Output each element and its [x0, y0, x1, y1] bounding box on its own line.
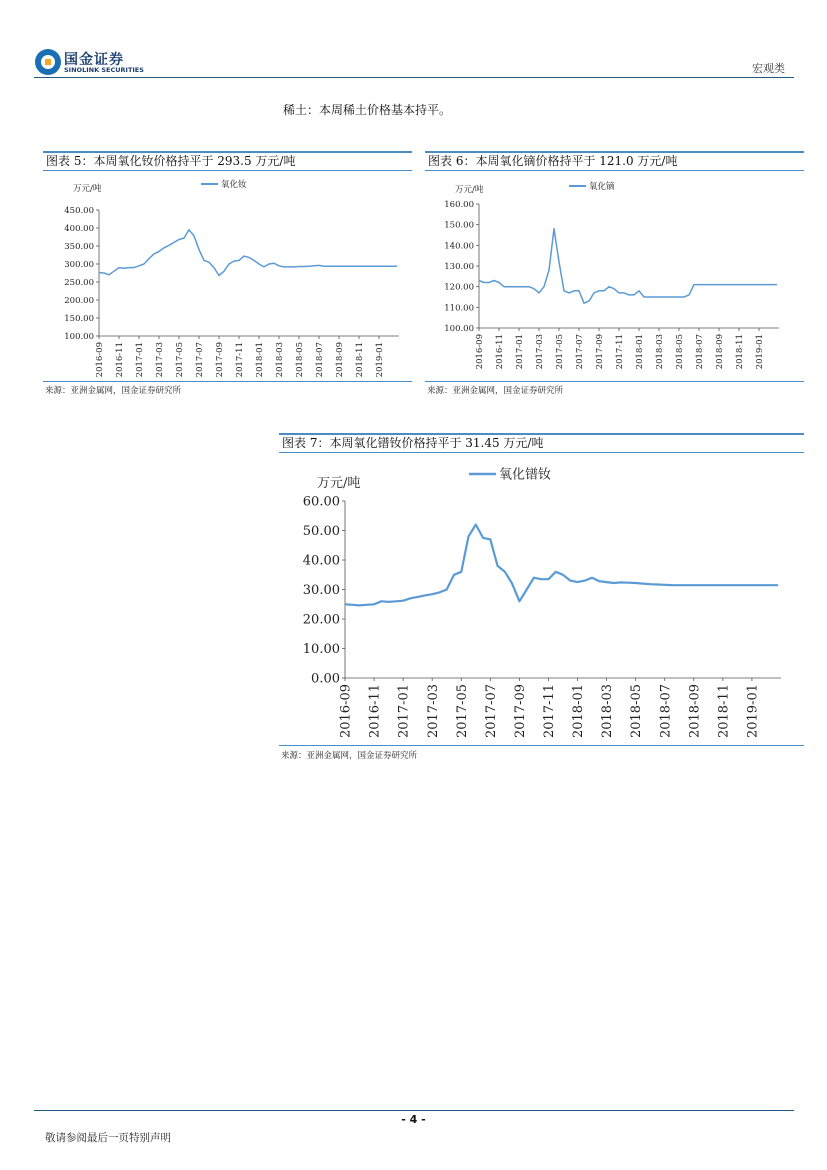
- y-tick-label: 150.00: [444, 220, 474, 231]
- x-tick-label: 2017-03: [534, 334, 545, 370]
- x-tick-label: 2017-09: [214, 342, 225, 378]
- y-tick-label: 450.00: [64, 205, 94, 216]
- y-tick-label: 200.00: [64, 295, 94, 306]
- series-line: [345, 525, 778, 606]
- x-tick-label: 2018-01: [634, 334, 645, 370]
- x-tick-label: 2016-09: [94, 342, 105, 378]
- x-tick-label: 2017-05: [454, 684, 470, 739]
- y-tick-label: 10.00: [302, 642, 340, 658]
- x-tick-label: 2018-09: [687, 684, 703, 739]
- x-tick-label: 2016-11: [114, 342, 125, 378]
- chart-5-source-divider: [43, 381, 412, 382]
- y-tick-label: 30.00: [302, 583, 340, 599]
- x-tick-label: 2017-01: [396, 684, 412, 739]
- y-axis-unit-label: 万元/吨: [73, 184, 102, 194]
- company-logo-icon: [34, 48, 62, 76]
- x-tick-label: 2018-11: [734, 334, 745, 370]
- x-tick-label: 2017-05: [174, 342, 185, 378]
- y-tick-label: 100.00: [444, 323, 474, 334]
- y-tick-label: 100.00: [64, 331, 94, 342]
- x-tick-label: 2017-11: [234, 342, 245, 378]
- legend-label: 氧化镨钕: [499, 467, 552, 483]
- x-tick-label: 2018-11: [354, 342, 365, 378]
- y-tick-label: 40.00: [302, 553, 340, 569]
- x-tick-label: 2017-07: [194, 342, 205, 378]
- x-tick-label: 2018-03: [600, 684, 616, 739]
- chart-5-source: 来源：亚洲金属网，国金证券研究所: [45, 386, 182, 396]
- x-tick-label: 2016-09: [338, 684, 354, 739]
- x-tick-label: 2017-01: [514, 334, 525, 370]
- x-tick-label: 2016-11: [367, 684, 383, 739]
- y-tick-label: 60.00: [302, 494, 340, 510]
- x-tick-label: 2017-03: [154, 342, 165, 378]
- x-tick-label: 2017-11: [614, 334, 625, 370]
- series-line: [99, 230, 397, 276]
- legend-label: 氧化钕: [221, 179, 247, 190]
- x-tick-label: 2017-07: [574, 334, 585, 370]
- page-number: - 4 -: [401, 1113, 426, 1126]
- x-tick-label: 2018-05: [629, 684, 645, 739]
- x-tick-label: 2018-09: [334, 342, 345, 378]
- footer-divider: [34, 1110, 794, 1111]
- y-tick-label: 250.00: [64, 277, 94, 288]
- y-tick-label: 0.00: [311, 671, 340, 687]
- chart-5-neodymium-oxide: [43, 172, 413, 380]
- y-tick-label: 150.00: [64, 313, 94, 324]
- x-tick-label: 2016-09: [474, 334, 485, 370]
- x-tick-label: 2019-01: [754, 334, 765, 370]
- chart-6-dysprosium-oxide: [425, 172, 805, 380]
- y-tick-label: 350.00: [64, 241, 94, 252]
- chart-6-source-divider: [425, 381, 804, 382]
- chart-7-title: 图表 7：本周氧化镨钕价格持平于 31.45 万元/吨: [279, 433, 804, 453]
- chart-7-source-divider: [279, 745, 804, 746]
- chart-5-title: 图表 5：本周氧化钕价格持平于 293.5 万元/吨: [43, 151, 412, 171]
- x-tick-label: 2018-03: [654, 334, 665, 370]
- y-tick-label: 50.00: [302, 524, 340, 540]
- y-axis-unit-label: 万元/吨: [455, 185, 484, 195]
- x-tick-label: 2018-05: [294, 342, 305, 378]
- x-tick-label: 2019-01: [745, 684, 761, 739]
- x-tick-label: 2018-07: [694, 334, 705, 370]
- x-tick-label: 2017-11: [542, 684, 558, 739]
- logo-english-name: SINOLINK SECURITIES: [64, 66, 144, 74]
- chart-6-source: 来源：亚洲金属网，国金证券研究所: [427, 386, 564, 396]
- y-tick-label: 140.00: [444, 241, 474, 252]
- legend-label: 氧化镝: [589, 181, 615, 192]
- x-tick-label: 2018-05: [674, 334, 685, 370]
- x-tick-label: 2018-03: [274, 342, 285, 378]
- x-tick-label: 2018-07: [314, 342, 325, 378]
- y-tick-label: 20.00: [302, 612, 340, 628]
- intro-paragraph: 稀土：本周稀土价格基本持平。: [283, 103, 452, 117]
- y-axis-unit-label: 万元/吨: [317, 476, 361, 491]
- x-tick-label: 2019-01: [374, 342, 385, 378]
- x-tick-label: 2017-07: [483, 684, 499, 739]
- x-tick-label: 2017-09: [594, 334, 605, 370]
- chart-7-praseodymium-neodymium-oxide: [279, 456, 805, 744]
- x-tick-label: 2016-11: [494, 334, 505, 370]
- x-tick-label: 2018-09: [714, 334, 725, 370]
- series-line: [479, 229, 777, 303]
- x-tick-label: 2017-09: [512, 684, 528, 739]
- y-tick-label: 130.00: [444, 261, 474, 272]
- x-tick-label: 2018-11: [716, 684, 732, 739]
- header-divider: [34, 77, 794, 78]
- x-tick-label: 2018-07: [658, 684, 674, 739]
- chart-6-title: 图表 6：本周氧化镝价格持平于 121.0 万元/吨: [425, 151, 804, 171]
- y-tick-label: 120.00: [444, 282, 474, 293]
- y-tick-label: 300.00: [64, 259, 94, 270]
- x-tick-label: 2017-03: [425, 684, 441, 739]
- chart-7-source: 来源：亚洲金属网，国金证券研究所: [281, 751, 418, 761]
- disclaimer-text: 敬请参阅最后一页特别声明: [45, 1132, 171, 1144]
- x-tick-label: 2017-05: [554, 334, 565, 370]
- y-tick-label: 400.00: [64, 223, 94, 234]
- x-tick-label: 2017-01: [134, 342, 145, 378]
- x-tick-label: 2018-01: [571, 684, 587, 739]
- x-tick-label: 2018-01: [254, 342, 265, 378]
- y-tick-label: 160.00: [444, 199, 474, 210]
- section-label: 宏观类: [752, 62, 785, 75]
- logo-chinese-name: 国金证券: [64, 52, 124, 68]
- y-tick-label: 110.00: [444, 303, 474, 314]
